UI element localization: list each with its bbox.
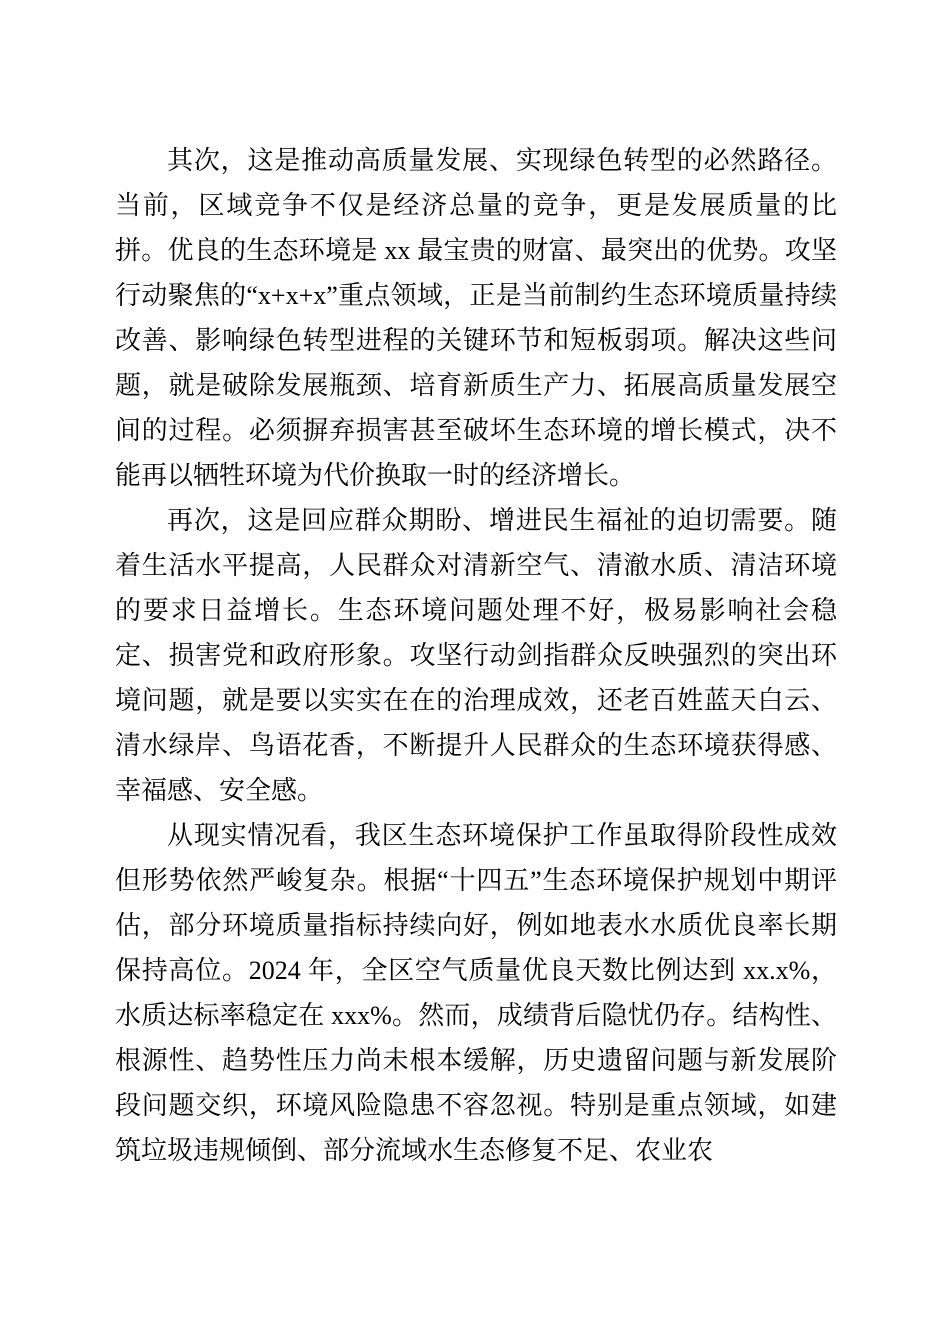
document-body xyxy=(115,138,837,1173)
paragraph-2: 再次，这是回应群众期盼、增进民生福祉的迫切需要。随着生活水平提高，人民群众对清新空气、清澈水质、清洁环境的要求日益增长。生态环境问题处理不好，极易影响社会稳定、损害党和政府形象。攻坚行动剑指群众反映强烈的突出环境问题，就是要以实实在在的治理成效，还老百姓蓝天白云、清水绿岸、鸟语花香，不断提升人民群众的生态环境获得感、幸福感、安全感。 xyxy=(115,506,837,805)
paragraph-3: 从现实情况看，我区生态环境保护工作虽取得阶段性成效但形势依然严峻复杂。根据“十四五”生态环境保护规划中期评估，部分环境质量指标持续向好，例如地表水水质优良率长期保持高位。2024 年，全区空气质量优良天数比例达到 xx.x%，水质达标率稳定在 xxx%。然而，成绩背后隐忧仍存。结构性、根源性、趋势性压力尚未根本缓解，历史遗留问题与新发展阶段问题交织，环境风险隐患不容忽视。特别是重点领域，如建筑垃圾违规倾倒、部分流域水生态修复不足、农业农 xyxy=(115,821,837,1165)
paragraph-1: 其次，这是推动高质量发展、实现绿色转型的必然路径。当前，区域竞争不仅是经济总量的竞争，更是发展质量的比拼。优良的生态环境是 xx 最宝贵的财富、最突出的优势。攻坚行动聚焦的“x+x+x”重点领域，正是当前制约生态环境质量持续改善、影响绿色转型进程的关键环节和短板弱项。解决这些问题，就是破除发展瓶颈、培育新质生产力、拓展高质量发展空间的过程。必须摒弃损害甚至破坏生态环境的增长模式，决不能再以牺牲环境为代价换取一时的经济增长。 xyxy=(115,146,837,490)
